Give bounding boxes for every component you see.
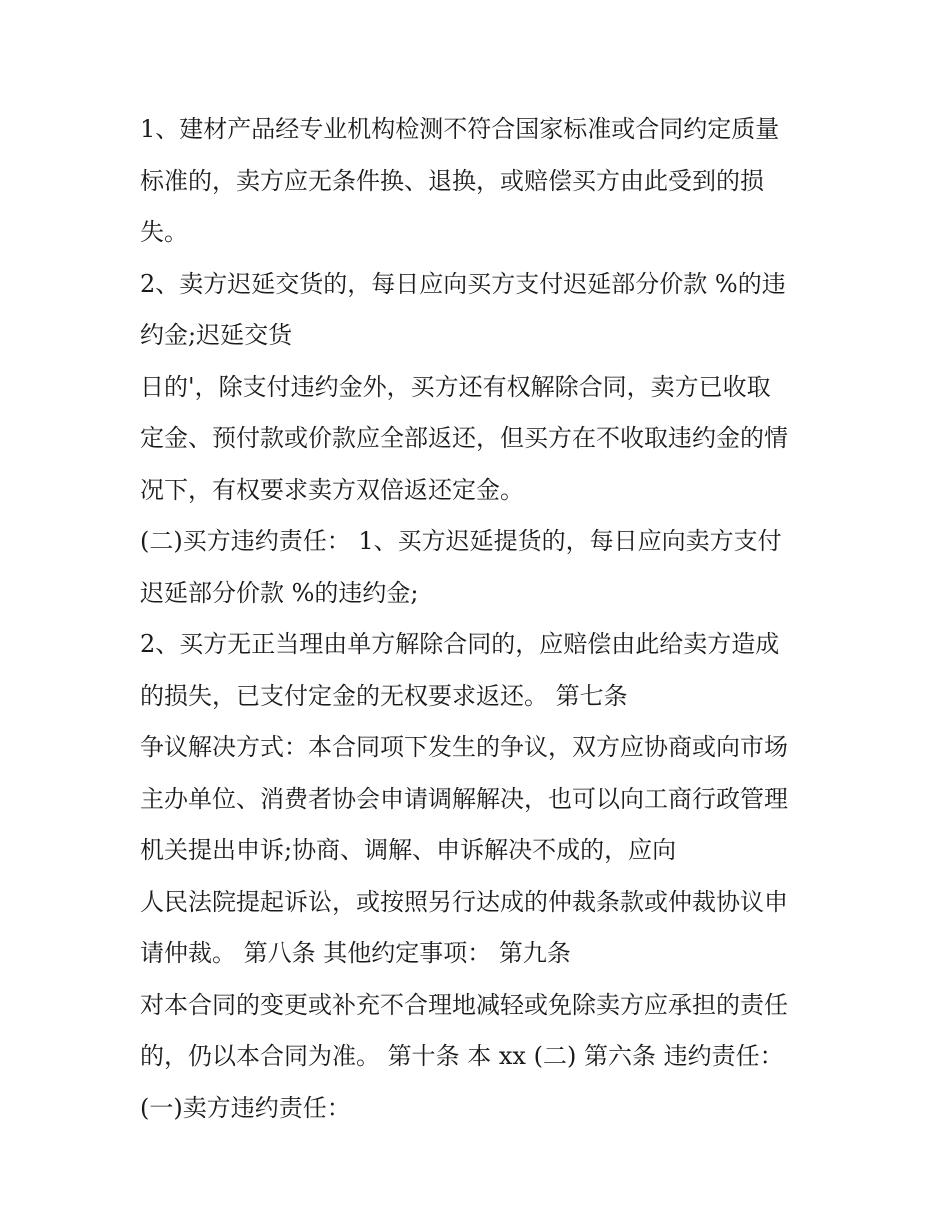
text-line-1: 1、建材产品经专业机构检测不符合国家标准或合同约定质量 — [140, 115, 780, 143]
text-line-2: 标准的，卖方应无条件换、退换，或赔偿买方由此受到的损 — [140, 166, 764, 195]
text-line-6: 日的'，除支付违约金外，买方还有权解除合同，卖方已收取 — [140, 372, 771, 401]
contract-text — [140, 104, 830, 1134]
text-line-19: 的，仍以本合同为准。 第十条 本 xx (二) 第六条 违约责任： — [140, 1042, 784, 1070]
text-line-7: 定金、预付款或价款应全部返还，但买方在不收取违约金的情 — [140, 424, 788, 452]
text-line-17: 请仲裁。 第八条 其他约定事项： 第九条 — [140, 939, 571, 967]
text-line-10: 迟延部分价款 %的违约金; — [140, 578, 419, 607]
text-line-3: 失。 — [140, 218, 188, 246]
text-line-5: 约金;迟延交货 — [140, 321, 293, 349]
text-line-15: 机关提出申诉;协商、调解、申诉解决不成的，应向 — [140, 836, 677, 864]
text-line-9: (二)买方违约责任： 1、买方迟延提货的，每日应向卖方支付 — [140, 527, 782, 555]
text-line-14: 主办单位、消费者协会申请调解解决，也可以向工商行政管理 — [140, 784, 788, 813]
text-line-8: 况下，有权要求卖方双倍返还定金。 — [140, 475, 524, 504]
text-line-12: 的损失，已支付定金的无权要求返还。 第七条 — [140, 681, 628, 710]
text-line-18: 对本合同的变更或补充不合理地减轻或免除卖方应承担的责任 — [140, 990, 788, 1019]
text-line-16: 人民法院提起诉讼，或按照另行达成的仲裁条款或仲裁协议申 — [140, 887, 788, 916]
text-line-11: 2、买方无正当理由单方解除合同的，应赔偿由此给卖方造成 — [140, 630, 780, 658]
text-line-4: 2、卖方迟延交货的，每日应向买方支付迟延部分价款 %的违 — [140, 269, 786, 298]
text-line-20: (一)卖方违约责任： — [140, 1093, 351, 1122]
text-line-13: 争议解决方式：本合同项下发生的争议，双方应协商或向市场 — [140, 733, 788, 761]
